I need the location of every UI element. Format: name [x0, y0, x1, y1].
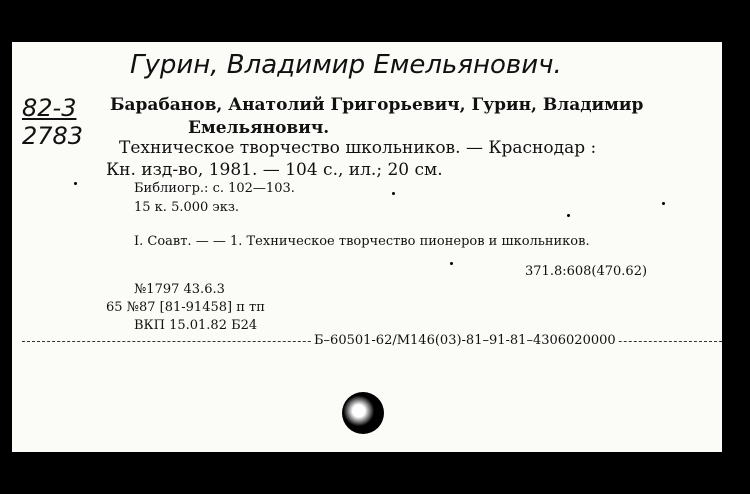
vkp-code: ВКП 15.01.82 Б24	[134, 318, 258, 333]
speck	[662, 202, 665, 205]
speck	[567, 214, 570, 217]
record-number: №1797 43.6.3	[134, 282, 225, 297]
speck	[74, 182, 77, 185]
title-statement: Техническое творчество школьников. — Краснодар :	[119, 138, 597, 158]
classification-index: 371.8:608(470.62)	[525, 264, 648, 279]
tracings: I. Соавт. — — 1. Техническое творчество пионеров и школьников.	[134, 234, 590, 249]
bibliography-note: Библиогр.: с. 102—103.	[134, 181, 295, 196]
speck	[450, 262, 453, 265]
price-and-copies: 15 к. 5.000 экз.	[134, 200, 240, 215]
authors-heading-continued: Емельянович.	[188, 118, 330, 138]
speck	[392, 192, 395, 195]
handwritten-author-note: Гурин, Владимир Емельянович.	[130, 50, 562, 80]
register-number: 65 №87 [81-91458] п тп	[106, 300, 265, 315]
catalog-card	[12, 42, 722, 452]
control-code: Б–60501-62/М146(03)-81–91-81–4306020000	[314, 333, 616, 348]
handwritten-shelf-mark-2: 2783	[22, 122, 84, 150]
authors-heading: Барабанов, Анатолий Григорьевич, Гурин, Владимир	[110, 95, 644, 115]
punch-hole	[342, 392, 384, 434]
handwritten-shelf-mark-1: 82-3	[22, 94, 77, 122]
imprint-statement: Кн. изд-во, 1981. — 104 с., ил.; 20 см.	[106, 160, 443, 180]
